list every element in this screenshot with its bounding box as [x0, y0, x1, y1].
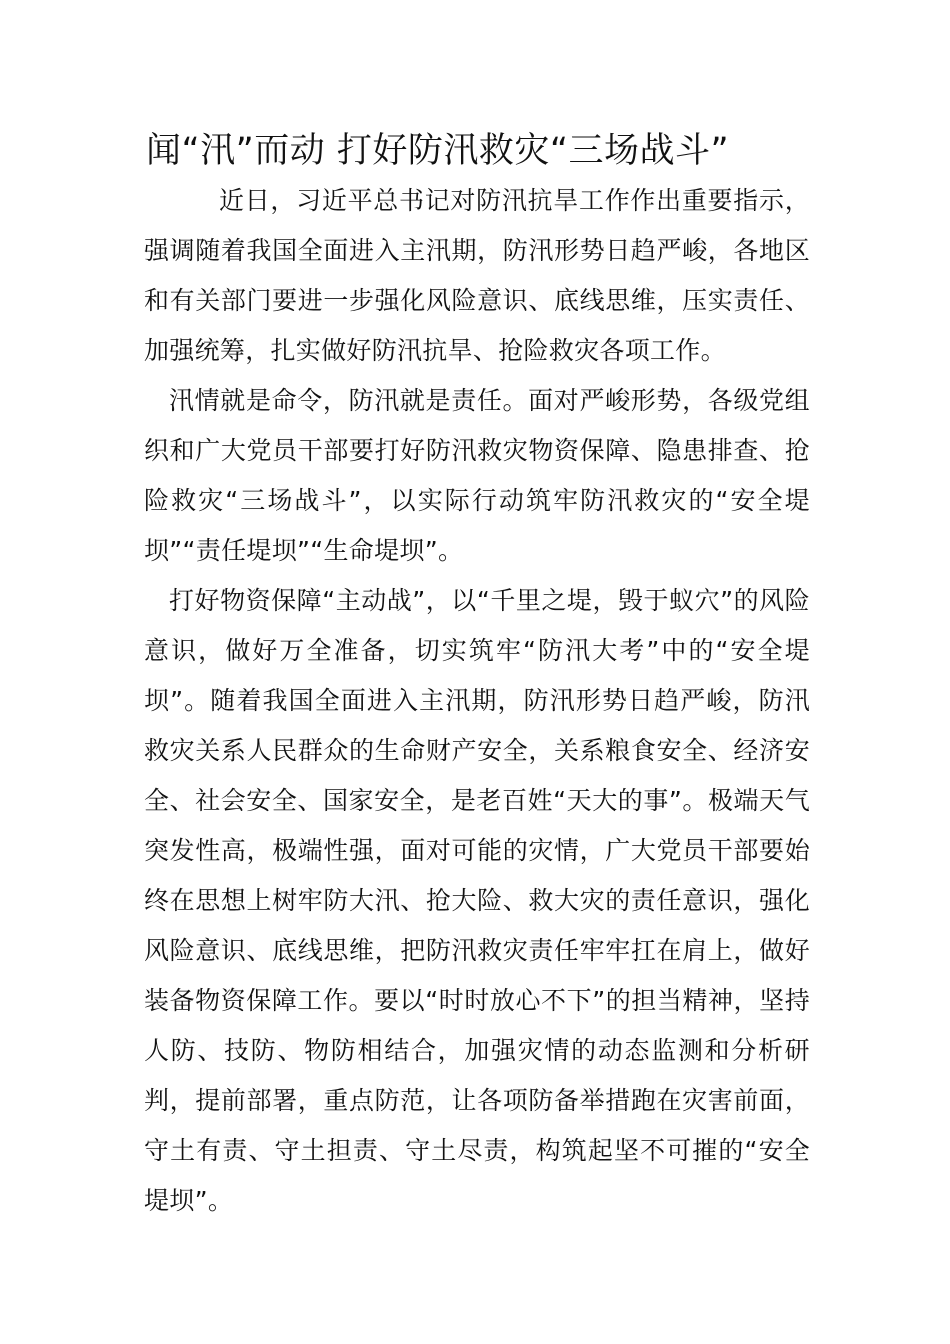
- paragraph-1: 近日，习近平总书记对防汛抗旱工作作出重要指示，强调随着我国全面进入主汛期，防汛形势日趋严峻，各地区和有关部门要进一步强化风险意识、底线思维，压实责任、加强统筹，扎实做好防汛抗旱、抢险救灾各项工作。: [144, 186, 810, 365]
- document-title: 闻“汛”而动 打好防汛救灾“三场战斗”: [146, 131, 730, 171]
- document-body: [144, 176, 810, 1226]
- paragraph-2: 汛情就是命令，防汛就是责任。面对严峻形势，各级党组织和广大党员干部要打好防汛救灾物资保障、隐患排查、抢险救灾“三场战斗”，以实际行动筑牢防汛救灾的“安全堤坝”“责任堤坝”“生命堤坝”。: [144, 386, 810, 565]
- paragraph-3: 打好物资保障“主动战”，以“千里之堤，毁于蚁穴”的风险意识，做好万全准备，切实筑牢“防汛大考”中的“安全堤坝”。随着我国全面进入主汛期，防汛形势日趋严峻，防汛救灾关系人民群众的生命财产安全，关系粮食安全、经济安全、社会安全、国家安全，是老百姓“天大的事”。极端天气突发性高，极端性强，面对可能的灾情，广大党员干部要始终在思想上树牢防大汛、抢大险、救大灾的责任意识，强化风险意识、底线思维，把防汛救灾责任牢牢扛在肩上，做好装备物资保障工作。要以“时时放心不下”的担当精神，坚持人防、技防、物防相结合，加强灾情的动态监测和分析研判，提前部署，重点防范，让各项防备举措跑在灾害前面，守土有责、守土担责、守土尽责，构筑起坚不可摧的“安全堤坝”。: [144, 586, 810, 1215]
